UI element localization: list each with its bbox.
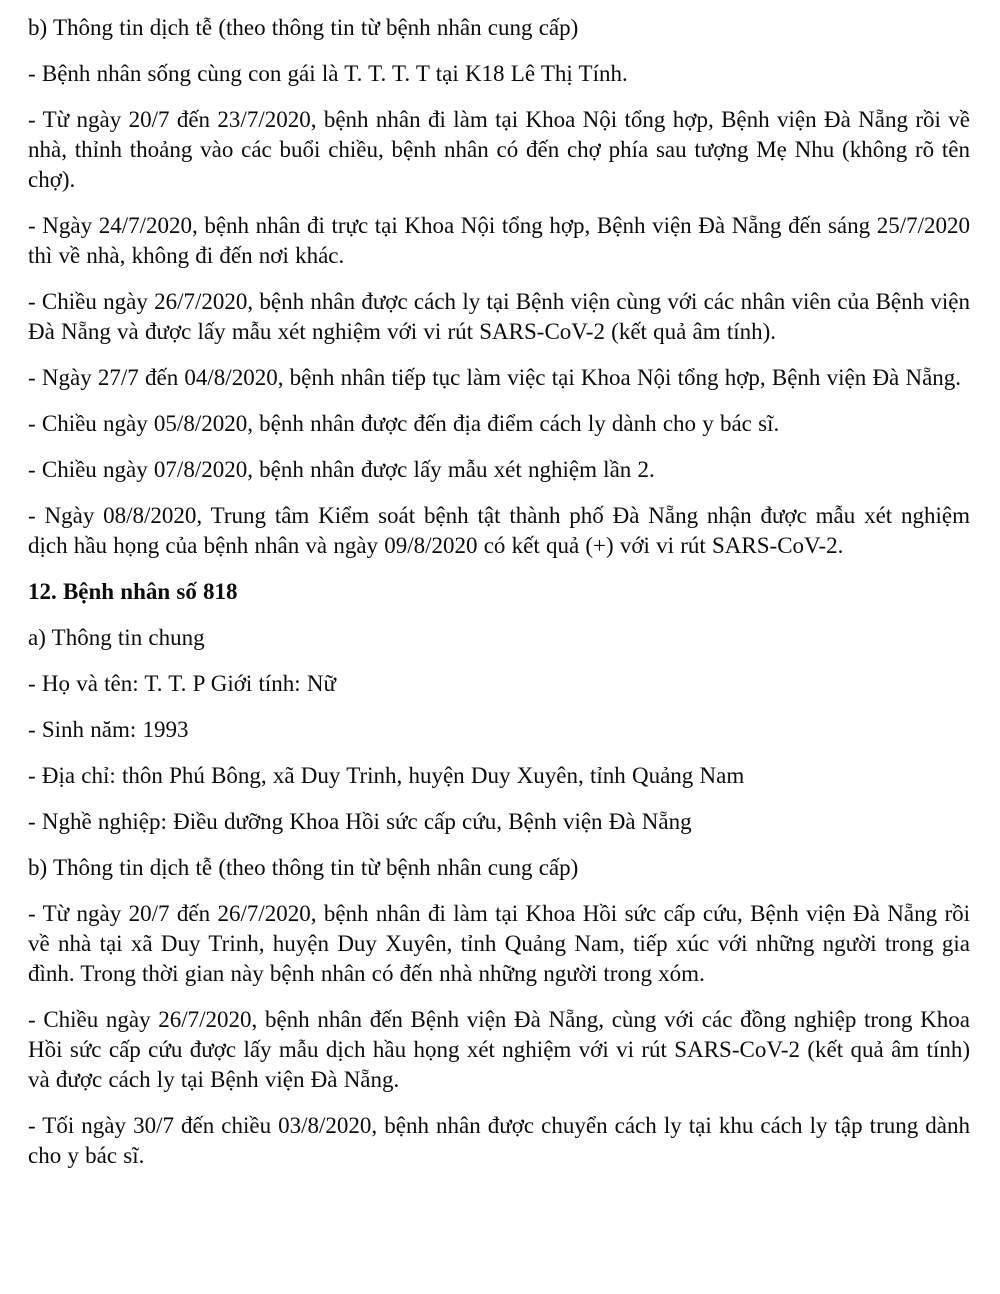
paragraph: - Nghề nghiệp: Điều dưỡng Khoa Hồi sức cấp cứu, Bệnh viện Đà Nẵng: [28, 809, 692, 834]
paragraph: - Chiều ngày 26/7/2020, bệnh nhân được cách ly tại Bệnh viện cùng với các nhân viên của Bệnh viện Đà Nẵng và được lấy mẫu xét nghiệm với vi rút SARS-CoV-2 (kết quả âm tính).: [28, 289, 970, 344]
paragraph: - Ngày 24/7/2020, bệnh nhân đi trực tại Khoa Nội tổng hợp, Bệnh viện Đà Nẵng đến sáng 25/7/2020 thì về nhà, không đi đến nơi khác.: [28, 213, 970, 268]
paragraph: - Chiều ngày 05/8/2020, bệnh nhân được đến địa điểm cách ly dành cho y bác sĩ.: [28, 411, 780, 436]
paragraph: - Ngày 27/7 đến 04/8/2020, bệnh nhân tiếp tục làm việc tại Khoa Nội tổng hợp, Bệnh viện Đà Nẵng.: [28, 365, 962, 390]
paragraph: - Địa chỉ: thôn Phú Bông, xã Duy Trinh, huyện Duy Xuyên, tỉnh Quảng Nam: [28, 763, 745, 788]
paragraph: - Chiều ngày 26/7/2020, bệnh nhân đến Bệnh viện Đà Nẵng, cùng với các đồng nghiệp trong Khoa Hồi sức cấp cứu được lấy mẫu dịch hầu họng xét nghiệm với vi rút SARS-CoV-2 (kết quả âm tính) và được cách ly tại Bệnh viện Đà Nẵng.: [28, 1007, 970, 1092]
paragraph: - Tối ngày 30/7 đến chiều 03/8/2020, bệnh nhân được chuyển cách ly tại khu cách ly tập trung dành cho y bác sĩ.: [28, 1113, 970, 1168]
section-heading: 12. Bệnh nhân số 818: [28, 579, 238, 604]
paragraph: - Từ ngày 20/7 đến 26/7/2020, bệnh nhân đi làm tại Khoa Hồi sức cấp cứu, Bệnh viện Đà Nẵng rồi về nhà tại xã Duy Trinh, huyện Duy Xuyên, tỉnh Quảng Nam, tiếp xúc với những người trong gia đình. Trong thời gian này bệnh nhân có đến nhà những người trong xóm.: [28, 901, 970, 986]
paragraph: - Từ ngày 20/7 đến 23/7/2020, bệnh nhân đi làm tại Khoa Nội tổng hợp, Bệnh viện Đà Nẵng rồi về nhà, thỉnh thoảng vào các buổi chiều, bệnh nhân có đến chợ phía sau tượng Mẹ Nhu (không rõ tên chợ).: [28, 107, 970, 192]
paragraph: - Ngày 08/8/2020, Trung tâm Kiểm soát bệnh tật thành phố Đà Nẵng nhận được mẫu xét nghiệm dịch hầu họng của bệnh nhân và ngày 09/8/2020 có kết quả (+) với vi rút SARS-CoV-2.: [28, 503, 970, 558]
paragraph: a) Thông tin chung: [28, 625, 205, 650]
document-body: [28, 13, 970, 1171]
paragraph: - Họ và tên: T. T. P Giới tính: Nữ: [28, 671, 336, 696]
paragraph: - Sinh năm: 1993: [28, 717, 189, 742]
paragraph: - Chiều ngày 07/8/2020, bệnh nhân được lấy mẫu xét nghiệm lần 2.: [28, 457, 655, 482]
paragraph: b) Thông tin dịch tễ (theo thông tin từ bệnh nhân cung cấp): [28, 15, 579, 40]
paragraph: - Bệnh nhân sống cùng con gái là T. T. T. T tại K18 Lê Thị Tính.: [28, 61, 628, 86]
paragraph: b) Thông tin dịch tễ (theo thông tin từ bệnh nhân cung cấp): [28, 855, 579, 880]
